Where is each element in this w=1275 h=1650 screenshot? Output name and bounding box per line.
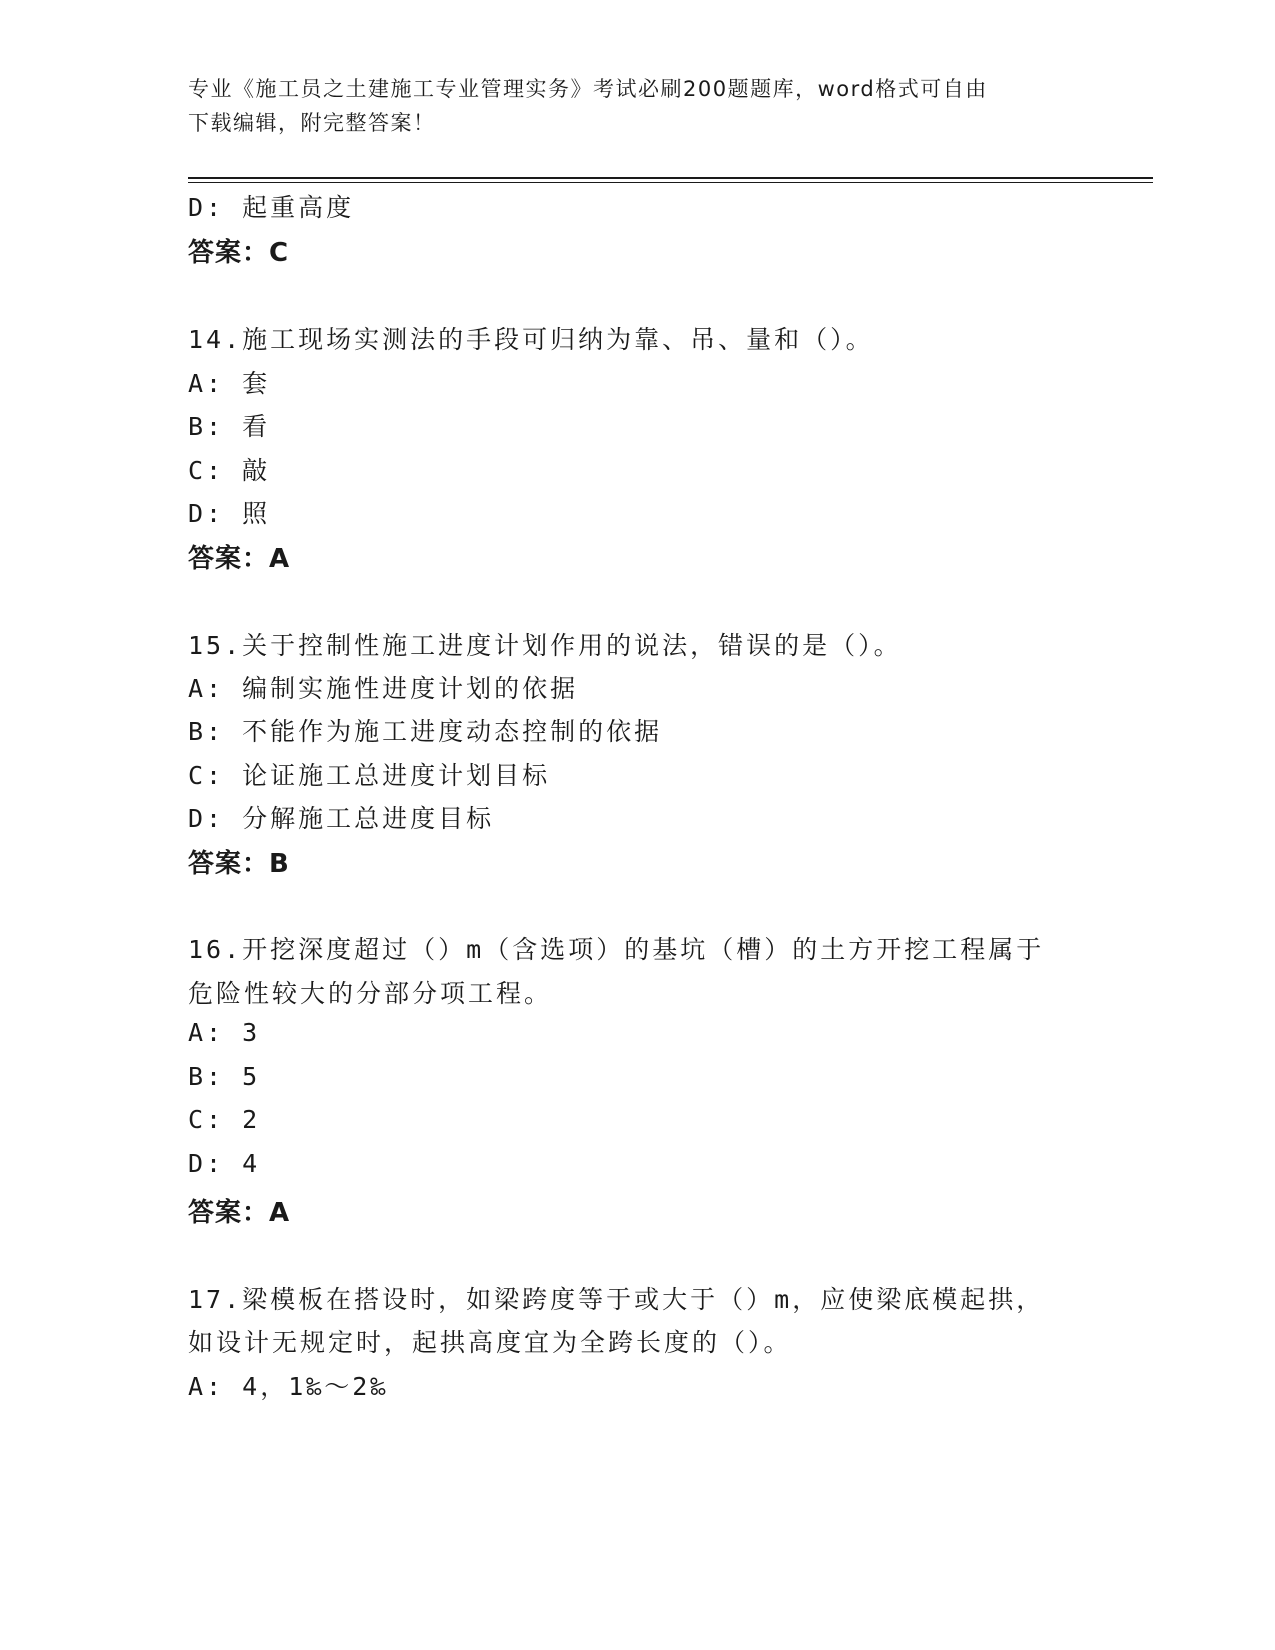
question-15-stem: 15.关于控制性施工进度计划作用的说法，错误的是（）。 (188, 631, 902, 660)
question-16-stem-line-1: 16.开挖深度超过（）m（含选项）的基坑（槽）的土方开挖工程属于 (188, 935, 1045, 964)
header-line-2: 下载编辑，附完整答案！ (188, 111, 436, 135)
question-16-stem-line-2: 危险性较大的分部分项工程。 (188, 979, 553, 1008)
question-17-stem-line-1: 17.梁模板在搭设时，如梁跨度等于或大于（）m，应使梁底模起拱， (188, 1285, 1045, 1314)
question-14-option-c: C: 敲 (188, 456, 271, 485)
question-15-option-c: C: 论证施工总进度计划目标 (188, 761, 551, 790)
question-14-option-b: B: 看 (188, 412, 271, 441)
question-16-option-d: D: 4 (188, 1149, 261, 1178)
question-14-option-d: D: 照 (188, 499, 271, 528)
question-16-option-a: A: 3 (188, 1018, 261, 1047)
question-17-option-a: A: 4，1‰～2‰ (188, 1372, 389, 1401)
question-16-option-c: C: 2 (188, 1105, 261, 1134)
option-d: D: 起重高度 (188, 193, 355, 222)
question-14-option-a: A: 套 (188, 369, 271, 398)
header-divider-thick (188, 177, 1153, 179)
question-17-stem-line-2: 如设计无规定时，起拱高度宜为全跨长度的（）。 (188, 1328, 792, 1357)
question-14-stem: 14.施工现场实测法的手段可归纳为靠、吊、量和（）。 (188, 325, 874, 354)
question-14-answer: 答案：A (188, 544, 291, 574)
document-header (188, 72, 1088, 140)
answer-line: 答案：C (188, 238, 290, 268)
header-line-1: 专业《施工员之土建施工专业管理实务》考试必刷200题题库，word格式可自由 (188, 77, 988, 101)
question-16-answer: 答案：A (188, 1198, 291, 1228)
question-16-option-b: B: 5 (188, 1062, 261, 1091)
header-divider-thin (188, 182, 1153, 183)
question-15-option-b: B: 不能作为施工进度动态控制的依据 (188, 717, 663, 746)
question-15-answer: 答案：B (188, 849, 290, 879)
question-15-option-d: D: 分解施工总进度目标 (188, 804, 495, 833)
question-15-option-a: A: 编制实施性进度计划的依据 (188, 674, 579, 703)
